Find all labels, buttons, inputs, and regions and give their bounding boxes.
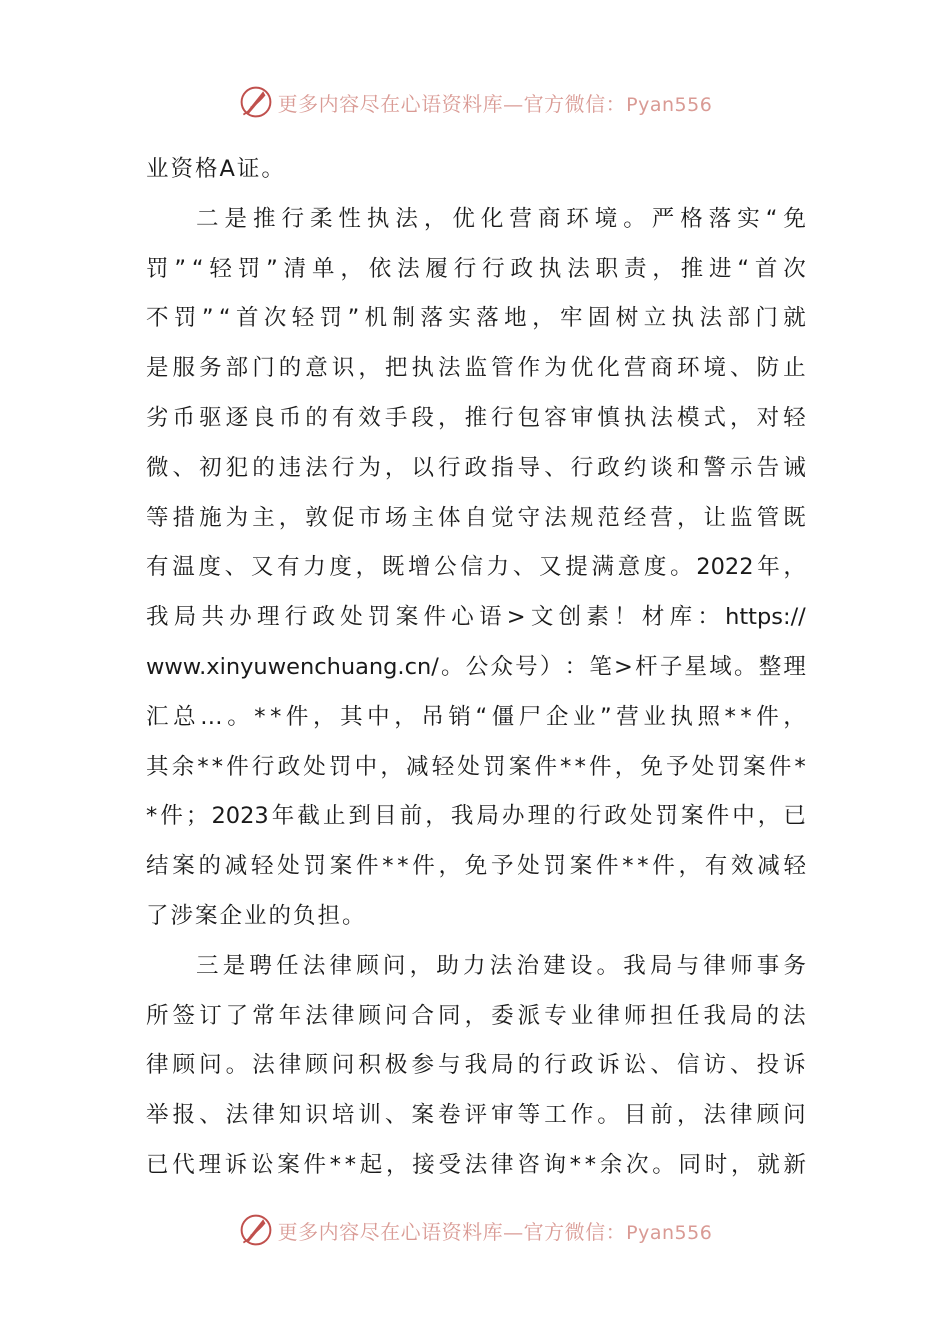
text-line: www.xinyuwenchuang.cn/ 。 公 众 号 ） ： 笔 > 杆 子 星 域 。 整 理 bbox=[146, 653, 806, 680]
text-line: 等 措 施 为 主 ， 敦 促 市 场 主 体 自 觉 守 法 规 范 经 营 ， 让 监 管 既 bbox=[146, 504, 806, 531]
quill-pen-logo-icon bbox=[238, 84, 274, 120]
header-banner-text: 更多内容尽在心语资料库—官方微信：Pyan556 bbox=[277, 91, 713, 116]
text-line: 汇 总 … 。 * * 件 ， 其 中 ， 吊 销 “ 僵 尸 企 业 ” 营 业 执 照 * * 件 ， bbox=[146, 703, 806, 730]
text-line: * 件 ； 2023 年 截 止 到 目 前 ， 我 局 办 理 的 行 政 处 罚 案 件 中 ， 已 bbox=[146, 803, 806, 830]
text-line: 二 是 推 行 柔 性 执 法 ， 优 化 营 商 环 境 。 严 格 落 实 “ 免 bbox=[196, 205, 806, 232]
quill-pen-logo-icon bbox=[238, 1212, 274, 1248]
text-line: 律 顾 问 。 法 律 顾 问 积 极 参 与 我 局 的 行 政 诉 讼 、 信 访 、 投 诉 bbox=[146, 1052, 806, 1079]
text-line: 微 、 初 犯 的 违 法 行 为 ， 以 行 政 指 导 、 行 政 约 谈 和 警 示 告 诫 bbox=[146, 454, 806, 481]
text-line: 结 案 的 减 轻 处 罚 案 件 * * 件 ， 免 予 处 罚 案 件 * * 件 ， 有 效 减 轻 bbox=[146, 853, 806, 880]
text-line: 不 罚 ” “ 首 次 轻 罚 ” 机 制 落 实 落 地 ， 牢 固 树 立 执 法 部 门 就 bbox=[146, 305, 806, 332]
text-line: 举 报 、 法 律 知 识 培 训 、 案 卷 评 审 等 工 作 。 目 前 ， 法 律 顾 问 bbox=[146, 1102, 806, 1129]
text-line: 业资格A证。 bbox=[146, 156, 286, 182]
footer-wechat-id: Pyan556 bbox=[626, 1221, 713, 1244]
text-line: 所 签 订 了 常 年 法 律 顾 问 合 同 ， 委 派 专 业 律 师 担 任 我 局 的 法 bbox=[146, 1002, 806, 1029]
document-body bbox=[146, 145, 806, 1191]
text-line: 其 余 * * 件 行 政 处 罚 中 ， 减 轻 处 罚 案 件 * * 件 ， 免 予 处 罚 案 件 * bbox=[146, 753, 806, 780]
text-line: 是 服 务 部 门 的 意 识 ， 把 执 法 监 管 作 为 优 化 营 商 环 境 、 防 止 bbox=[146, 355, 806, 382]
text-line: 罚 ” “ 轻 罚 ” 清 单 ， 依 法 履 行 行 政 执 法 职 责 ， 推 进 “ 首 次 bbox=[146, 255, 806, 282]
text-line: 有 温 度 、 又 有 力 度 ， 既 增 公 信 力 、 又 提 满 意 度 。 2022 年 ， bbox=[146, 554, 806, 581]
text-line: 三 是 聘 任 法 律 顾 问 ， 助 力 法 治 建 设 。 我 局 与 律 师 事 务 bbox=[196, 952, 806, 979]
footer-banner-text: 更多内容尽在心语资料库—官方微信：Pyan556 bbox=[277, 1219, 713, 1244]
header-wechat-id: Pyan556 bbox=[626, 93, 713, 116]
text-line: 劣 币 驱 逐 良 币 的 有 效 手 段 ， 推 行 包 容 审 慎 执 法 模 式 ， 对 轻 bbox=[146, 404, 806, 431]
text-line: 我 局 共 办 理 行 政 处 罚 案 件 心 语 > 文 创 素 ！ 材 库 ： https:// bbox=[146, 604, 806, 631]
text-line: 已 代 理 诉 讼 案 件 * * 起 ， 接 受 法 律 咨 询 * * 余 次 。 同 时 ， 就 新 bbox=[146, 1151, 806, 1178]
footer-banner bbox=[0, 1210, 950, 1250]
text-line: 了涉案企业的负担。 bbox=[146, 902, 367, 929]
header-banner bbox=[0, 82, 950, 122]
